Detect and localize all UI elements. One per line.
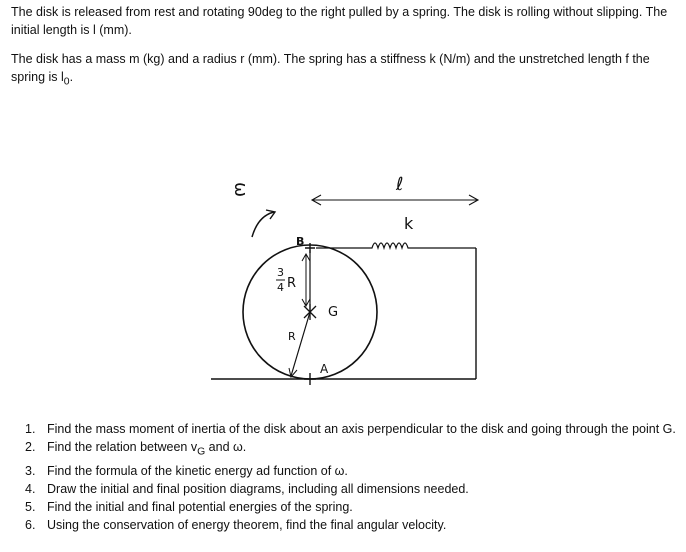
- question-item: [25, 480, 680, 498]
- question-text: Draw the initial and final position diagrams, including all dimensions needed.: [47, 481, 469, 496]
- fraction-numerator: 3: [277, 266, 284, 279]
- fraction-r-label: R: [287, 276, 297, 291]
- problem-statement-line1: [11, 3, 679, 39]
- fraction-denominator: 4: [277, 281, 284, 294]
- question-item: [25, 516, 680, 534]
- question-item: [25, 438, 680, 462]
- omega-rotation-arrow: [252, 212, 274, 237]
- problem-statement-line2: [11, 50, 679, 92]
- question-item: [25, 420, 680, 438]
- point-a-label: A: [320, 362, 329, 376]
- radius-label: R: [288, 330, 296, 343]
- question-text-post: and ω.: [205, 440, 247, 454]
- question-number: 3.: [25, 463, 36, 478]
- question-number: 5.: [25, 499, 36, 514]
- question-number: 6.: [25, 517, 36, 532]
- length-label: ℓ: [396, 174, 404, 195]
- radius-line: [291, 312, 310, 376]
- question-text: Find the formula of the kinetic energy ad function of ω.: [47, 463, 348, 478]
- disk-spring-diagram: [0, 160, 686, 390]
- omega-label: ω: [230, 182, 251, 198]
- intro-text-2: The disk has a mass m (kg) and a radius r (mm). The spring has a stiffness k (N/m) and the unstretched length f the spring is l: [11, 52, 650, 84]
- question-text: Using the conservation of energy theorem, find the final angular velocity.: [47, 517, 447, 532]
- question-number: 1.: [25, 422, 36, 436]
- point-g-label: G: [328, 305, 339, 320]
- question-item: [25, 462, 680, 480]
- question-text: Find the mass moment of inertia of the disk about an axis perpendicular to the disk and going through the point G.: [47, 422, 676, 436]
- intro-subscript: 0: [63, 76, 70, 88]
- point-a-marker: [304, 373, 316, 385]
- question-item: [25, 498, 680, 516]
- question-text: [47, 438, 680, 462]
- question-text-pre: Find the relation between v: [47, 440, 198, 454]
- question-list: [25, 420, 680, 534]
- question-subscript: G: [197, 446, 206, 458]
- question-number: 2.: [25, 440, 36, 454]
- question-number: 4.: [25, 481, 36, 496]
- intro-text-2-end: .: [69, 70, 74, 84]
- stiffness-label: k: [404, 214, 414, 233]
- point-b-label: B: [296, 235, 305, 248]
- spring: [316, 243, 476, 248]
- intro-text-1: The disk is released from rest and rotating 90deg to the right pulled by a spring. The disk is rolling without slipping. The initial length is l (mm).: [11, 5, 668, 37]
- question-text: Find the initial and final potential energies of the spring.: [47, 499, 353, 514]
